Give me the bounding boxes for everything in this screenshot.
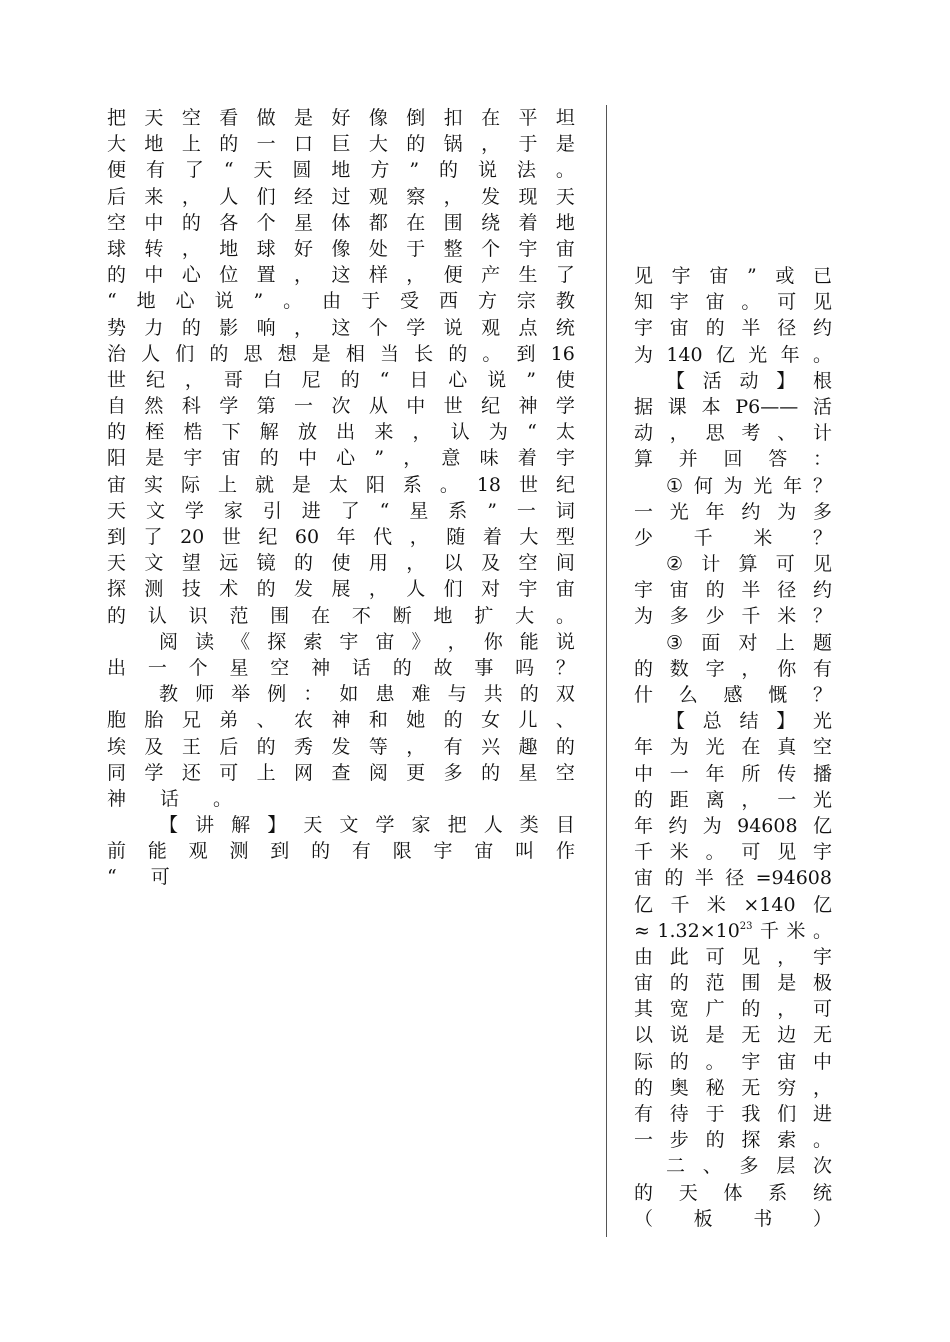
right-column-line: 年 为 光 在 真 空 (634, 736, 832, 759)
right-column-line: 宙 的 范 围 是 极 (634, 972, 832, 995)
right-column-line: 际 的 。 宇 宙 中 (634, 1050, 832, 1073)
right-column-line: 宙 的 半 径 =94608 (634, 867, 832, 890)
right-column-line: 【 活 动 】 根 (666, 369, 832, 392)
left-column-line: 把 天 空 看 做 是 好 像 倒 扣 在 平 坦 (107, 107, 575, 129)
right-column-line: 算 并 回 答 ： (634, 448, 832, 471)
left-column-line: 自 然 科 学 第 一 次 从 中 世 纪 神 学 (107, 395, 575, 418)
right-column-line: 为 140 亿 光 年 。 (634, 343, 832, 366)
left-column-line: 的 中 心 位 置 ， 这 样 ， 便 产 生 了 (107, 264, 575, 287)
right-column-line: 什 么 感 慨 ？ (634, 684, 832, 706)
right-column-line: 一 步 的 探 索 。 (634, 1129, 832, 1152)
right-column-line: 二 、 多 层 次 (666, 1155, 832, 1178)
left-column-line: 天 文 望 远 镜 的 使 用 ， 以 及 空 间 (107, 552, 575, 575)
left-column-line: 阅 读 《 探 索 宇 宙 》 ， 你 能 说 (159, 630, 575, 653)
right-column-line: 其 宽 广 的 ， 可 (634, 998, 832, 1021)
right-column-line: ③ 面 对 上 题 (666, 631, 832, 654)
right-text-column (634, 263, 832, 1232)
left-column-line: 阳 是 宇 宙 的 中 心 ” ， 意 味 着 宇 (107, 447, 575, 470)
left-column-line: 宙 实 际 上 就 是 太 阳 系 。 18 世 纪 (107, 473, 575, 496)
right-column-line: ≈ 1.32×1023 千 米 。 (634, 919, 832, 942)
right-column-line: 有 待 于 我 们 进 (634, 1103, 832, 1125)
right-column-line: 动 ， 思 考 、 计 (634, 422, 832, 445)
left-column-line: 世 纪 ， 哥 白 尼 的 “ 日 心 说 ” 使 (107, 368, 575, 391)
left-column-line: 出 一 个 星 空 神 话 的 故 事 吗 ？ (107, 656, 575, 679)
right-column-line: 一 光 年 约 为 多 (634, 500, 832, 523)
right-column-line: ① 何 为 光 年 ？ (666, 474, 832, 497)
right-column-line: 少 千 米 ？ (634, 526, 832, 549)
left-column-line: 势 力 的 影 响 ， 这 个 学 说 观 点 统 (107, 316, 575, 339)
right-column-line: 的 距 离 ， 一 光 (634, 788, 832, 811)
right-column-line: 知 宇 宙 。 可 见 (634, 291, 832, 314)
right-column-line: 千 米 。 可 见 宇 (634, 841, 832, 864)
right-column-line: 由 此 可 见 ， 宇 (634, 945, 832, 968)
right-column-line: 据 课 本 P6—— 活 (634, 395, 832, 418)
left-column-line: 到 了 20 世 纪 60 年 代 ， 随 着 大 型 (107, 526, 575, 548)
left-column-line: 治 人 们 的 思 想 是 相 当 长 的 。 到 16 (107, 342, 575, 365)
left-column-line: 胞 胎 兄 弟 、 农 神 和 她 的 女 儿 、 (107, 709, 575, 732)
right-column-line: 的 数 字 ， 你 有 (634, 657, 832, 680)
right-column-line: 亿 千 米 ×140 亿 (634, 893, 832, 916)
left-column-line: 探 测 技 术 的 发 展 ， 人 们 对 宇 宙 (107, 578, 575, 601)
right-column-line: 【 总 结 】 光 (666, 710, 832, 733)
right-column-line: 宇 宙 的 半 径 约 (634, 317, 832, 340)
left-column-line: 后 来 ， 人 们 经 过 观 察 ， 发 现 天 (107, 185, 575, 208)
right-column-line: 的 奥 秘 无 穷 ， (634, 1076, 832, 1099)
right-column-line: 为 多 少 千 米 ？ (634, 605, 832, 628)
left-column-line: 球 转 ， 地 球 好 像 处 于 整 个 宇 宙 (107, 237, 575, 260)
left-column-line: 空 中 的 各 个 星 体 都 在 围 绕 着 地 (107, 211, 575, 234)
left-column-line: 神 话 。 (107, 787, 233, 810)
left-column-line: 大 地 上 的 一 口 巨 大 的 锅 ， 于 是 (107, 133, 575, 156)
left-column-line: 同 学 还 可 上 网 查 阅 更 多 的 星 空 (107, 761, 575, 784)
left-column-line: 的 认 识 范 围 在 不 断 地 扩 大 。 (107, 604, 575, 627)
right-column-line: 宇 宙 的 半 径 约 (634, 579, 832, 602)
left-column-line: 埃 及 王 后 的 秀 发 等 ， 有 兴 趣 的 (107, 735, 575, 758)
column-divider (606, 105, 607, 1237)
left-column-line: “ 可 (107, 866, 170, 889)
right-column-line: 见 宇 宙 ” 或 已 (634, 265, 832, 287)
left-column-line: “ 地 心 说 ” 。 由 于 受 西 方 宗 教 (107, 290, 575, 313)
right-column-line: 的 天 体 系 统 (634, 1181, 832, 1204)
left-column-line: 便 有 了 “ 天 圆 地 方 ” 的 说 法 。 (107, 159, 575, 182)
right-column-line: 以 说 是 无 边 无 (634, 1024, 832, 1047)
right-column-line: 中 一 年 所 传 播 (634, 762, 832, 785)
left-column-line: 天 文 学 家 引 进 了 “ 星 系 ” 一 词 (107, 499, 575, 522)
left-text-column (107, 105, 575, 891)
left-column-line: 教 师 举 例 ： 如 患 难 与 共 的 双 (159, 683, 575, 706)
left-column-line: 【 讲 解 】 天 文 学 家 把 人 类 目 (159, 814, 575, 837)
left-column-line: 的 桎 梏 下 解 放 出 来 ， 认 为 “ 太 (107, 421, 575, 444)
left-column-line: 前 能 观 测 到 的 有 限 宇 宙 叫 作 (107, 840, 575, 863)
right-column-line: （ 板 书 ） (634, 1207, 832, 1230)
right-column-line: ② 计 算 可 见 (666, 553, 832, 576)
right-column-line: 年 约 为 94608 亿 (634, 814, 832, 837)
